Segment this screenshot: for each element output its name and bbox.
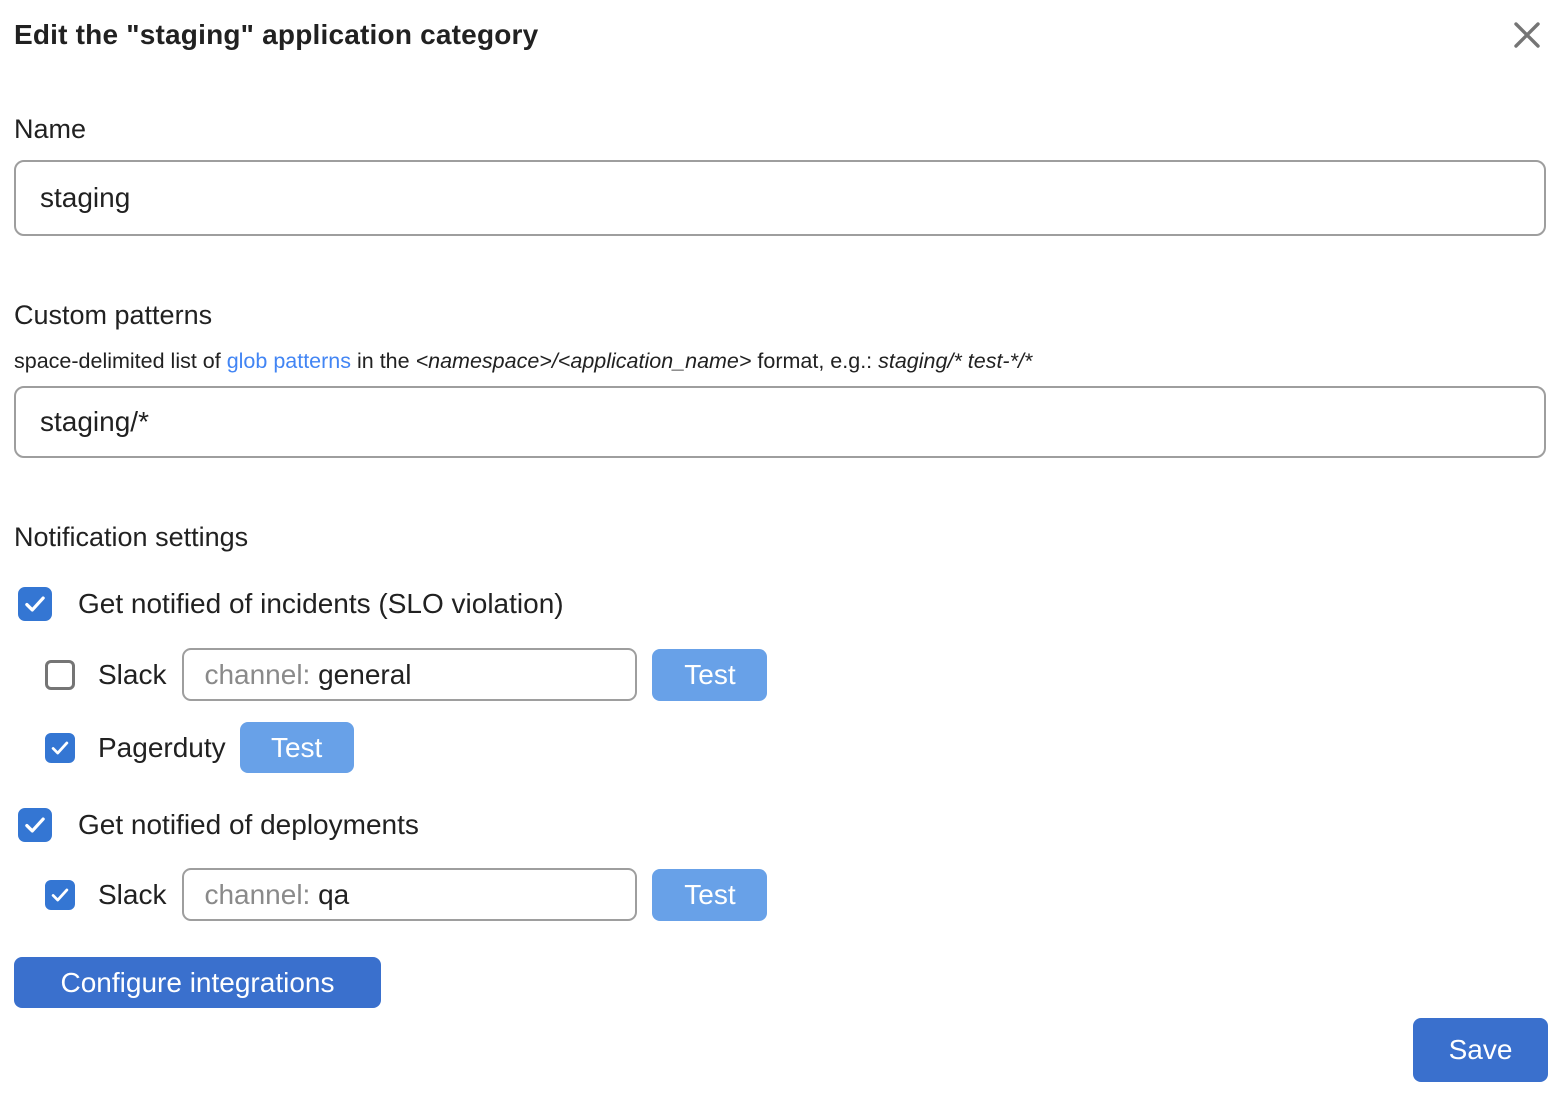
- checkmark-icon: [49, 737, 71, 759]
- incidents-pagerduty-label: Pagerduty: [98, 731, 226, 763]
- helper-text-prefix: space-delimited list of: [14, 349, 227, 373]
- glob-patterns-link[interactable]: glob patterns: [226, 349, 352, 373]
- dialog-header: [14, 16, 1546, 54]
- helper-example-text: staging/* test-*/*: [878, 349, 1033, 373]
- close-icon: [1510, 18, 1544, 52]
- incidents-slack-label: Slack: [98, 658, 167, 690]
- incidents-label: Get notified of incidents (SLO violation): [78, 588, 564, 619]
- checkmark-icon: [49, 884, 71, 906]
- deployments-label: Get notified of deployments: [78, 809, 419, 840]
- deployments-checkbox[interactable]: [18, 808, 52, 842]
- name-input[interactable]: [14, 160, 1546, 236]
- configure-integrations-button[interactable]: Configure integrations: [14, 957, 381, 1008]
- deployments-slack-channel-input[interactable]: [182, 868, 637, 921]
- incidents-slack-test-button[interactable]: Test: [652, 649, 767, 701]
- incidents-checkbox[interactable]: [18, 587, 52, 621]
- deployments-slack-row: [45, 868, 1546, 921]
- channel-value: general: [318, 658, 412, 690]
- incidents-row: [18, 587, 1546, 621]
- channel-prefix: channel:: [204, 878, 319, 910]
- incidents-slack-channel-input[interactable]: [182, 648, 637, 701]
- channel-value: qa: [318, 878, 350, 910]
- deployments-row: [18, 808, 1546, 842]
- checkmark-icon: [22, 591, 48, 617]
- incidents-slack-checkbox[interactable]: [45, 660, 75, 690]
- custom-patterns-helper: [14, 348, 1546, 374]
- name-label: Name: [14, 114, 87, 144]
- save-button[interactable]: Save: [1413, 1018, 1548, 1082]
- custom-patterns-label: Custom patterns: [14, 300, 213, 330]
- incidents-slack-row: [45, 648, 1546, 701]
- deployments-slack-test-button[interactable]: Test: [652, 869, 767, 921]
- deployments-slack-checkbox[interactable]: [45, 880, 75, 910]
- checkmark-icon: [22, 812, 48, 838]
- incidents-pagerduty-checkbox[interactable]: [45, 733, 75, 763]
- incidents-pagerduty-row: [45, 722, 1546, 773]
- dialog-title: Edit the "staging" application category: [14, 19, 539, 50]
- close-button[interactable]: [1508, 16, 1546, 54]
- custom-patterns-input[interactable]: [14, 386, 1546, 458]
- helper-format-text: <namespace>/<application_name>: [415, 349, 752, 373]
- incidents-pagerduty-test-button[interactable]: Test: [240, 722, 354, 773]
- channel-prefix: channel:: [204, 658, 319, 690]
- helper-text-mid2: format, e.g.:: [751, 349, 879, 373]
- deployments-slack-label: Slack: [98, 878, 167, 910]
- helper-text-mid1: in the: [351, 349, 416, 373]
- notification-settings-heading: Notification settings: [14, 522, 249, 552]
